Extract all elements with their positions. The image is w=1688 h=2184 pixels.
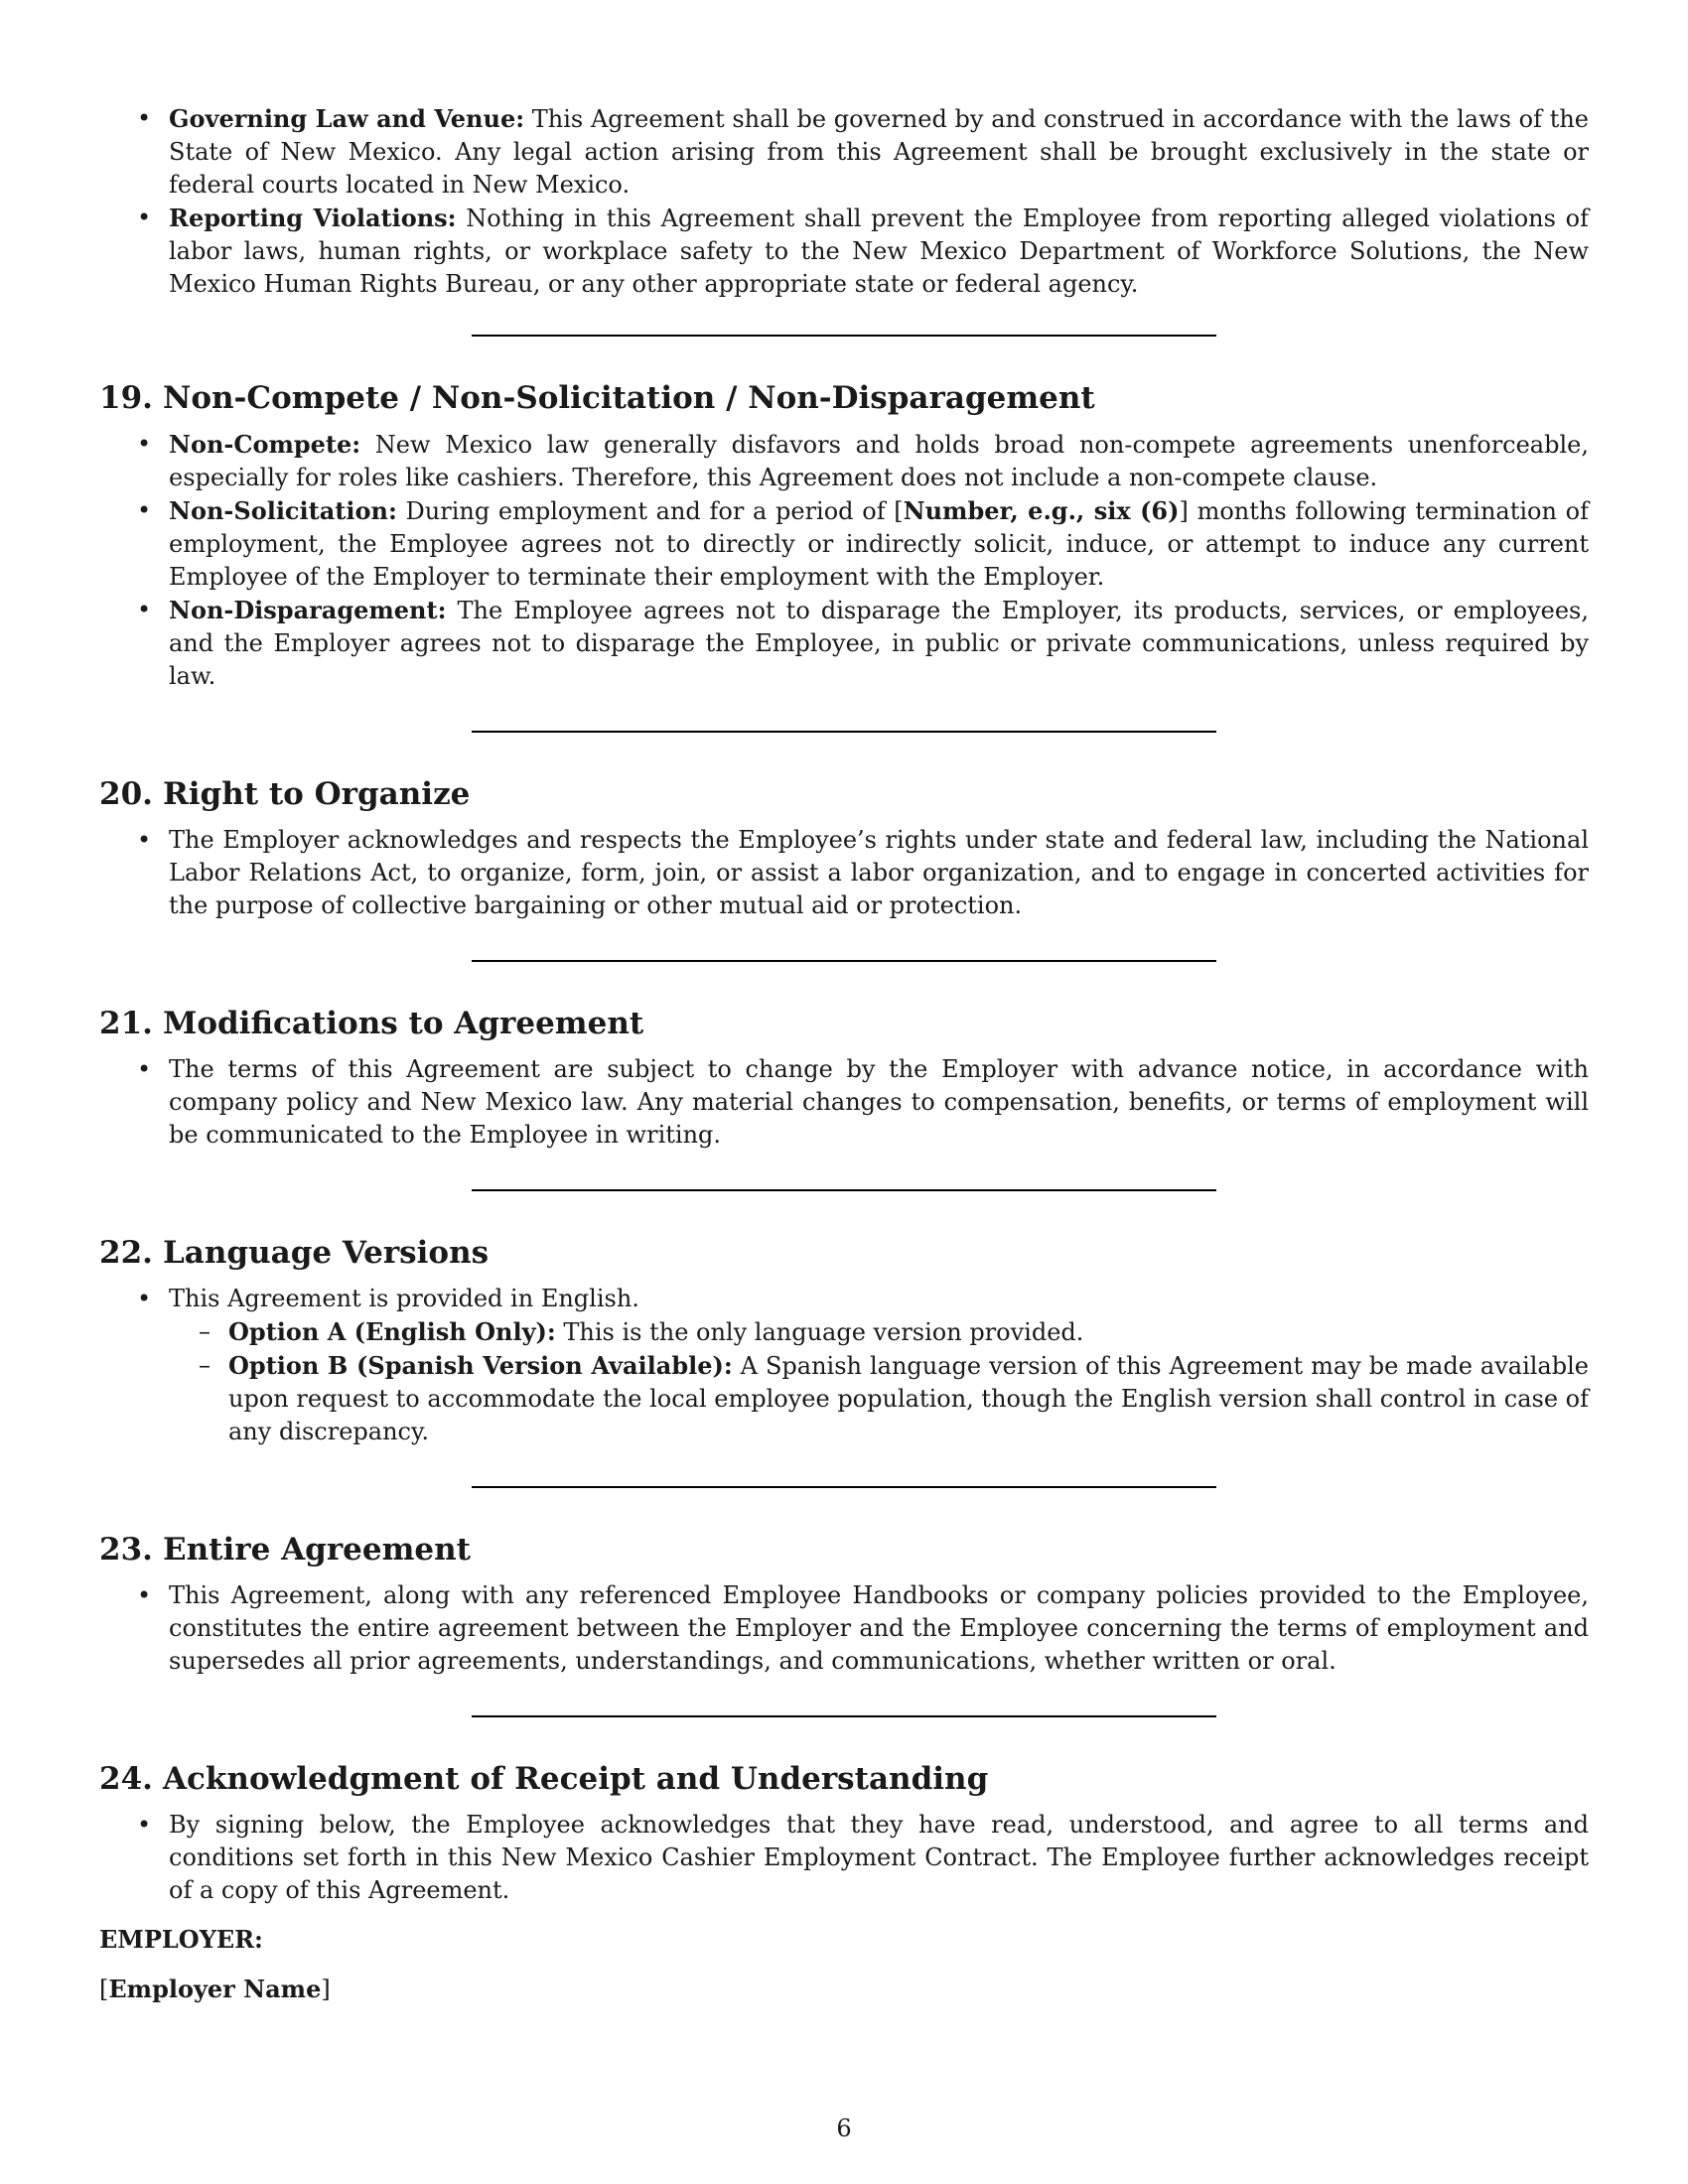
item-label: Reporting Violations: <box>169 204 457 232</box>
section-list <box>99 1053 1589 1152</box>
list-item: • Non-Compete: New Mexico law generally disfavors and holds broad non-compete agreements unenforceable, especially for roles like cashiers. Therefore, this Agreement does not include a non-compete clause. <box>99 428 1589 494</box>
section-divider <box>472 960 1216 962</box>
section-heading: 24. Acknowledgment of Receipt and Understanding <box>99 1761 989 1797</box>
section-heading: 21. Modifications to Agreement <box>99 1006 644 1041</box>
section-list <box>99 1579 1589 1678</box>
list-item: • Reporting Violations: Nothing in this Agreement shall prevent the Employee from reporting alleged violations of labor laws, human rights, or workplace safety to the New Mexico Department of Workforce Solutions, the New Mexico Human Rights Bureau, or any other appropriate state or federal agency. <box>99 202 1589 301</box>
section-divider <box>472 1486 1216 1488</box>
item-label: Governing Law and Venue: <box>169 104 525 133</box>
list-item: • This Agreement, along with any referenced Employee Handbooks or company policies provided to the Employee, constitutes the entire agreement between the Employer and the Employee concerning the terms of employment and supersedes all prior agreements, understandings, and communications, whether written or oral. <box>99 1579 1589 1678</box>
placeholder-text: Number, e.g., six (6) <box>903 496 1180 525</box>
option-list <box>169 1315 1589 1448</box>
option-label: Option B (Spanish Version Available): <box>228 1351 733 1380</box>
section-list <box>99 1283 1589 1448</box>
section-heading: 19. Non-Compete / Non-Solicitation / Non-Disparagement <box>99 380 1095 416</box>
section-list <box>99 824 1589 922</box>
section-heading: 22. Language Versions <box>99 1235 490 1271</box>
section-divider <box>472 731 1216 733</box>
item-label: Non-Solicitation: <box>169 496 397 525</box>
option-item: – Option A (English Only): This is the only language version provided. <box>169 1315 1589 1349</box>
section-list <box>99 428 1589 693</box>
list-item: • Governing Law and Venue: This Agreement shall be governed by and construed in accordance with the laws of the State of New Mexico. Any legal action arising from this Agreement shall be brought exclusively in the state or federal courts located in New Mexico. <box>99 102 1589 202</box>
option-item: – Option B (Spanish Version Available): A Spanish language version of this Agreement may be made available upon request to accommodate the local employee population, though the English version shall control in case of any discrepancy. <box>169 1349 1589 1448</box>
continued-list <box>99 102 1589 301</box>
section-divider <box>472 335 1216 337</box>
option-label: Option A (English Only): <box>228 1317 556 1346</box>
list-item: • Non-Solicitation: During employment and for a period of [Number, e.g., six (6)] months following termination of employment, the Employee agrees not to directly or indirectly solicit, induce, or attempt to induce any current Employee of the Employer to terminate their employment with the Employer. <box>99 494 1589 594</box>
list-item: • By signing below, the Employee acknowledges that they have read, understood, and agree to all terms and conditions set forth in this New Mexico Cashier Employment Contract. The Employee further acknowledges receipt of a copy of this Agreement. <box>99 1809 1589 1907</box>
item-label: Non-Compete: <box>169 430 361 459</box>
list-item: • The Employer acknowledges and respects the Employee’s rights under state and federal law, including the National Labor Relations Act, to organize, form, join, or assist a labor organization, and to engage in concerted activities for the purpose of collective bargaining or other mutual aid or protection. <box>99 824 1589 922</box>
section-divider <box>472 1715 1216 1717</box>
employer-name-placeholder: [Employer Name] <box>99 1975 331 2003</box>
employer-label: EMPLOYER: <box>99 1925 263 1954</box>
document-page <box>99 99 1589 2006</box>
list-item: • Non-Disparagement: The Employee agrees not to disparage the Employer, its products, services, or employees, and the Employer agrees not to disparage the Employee, in public or private communications, unless required by law. <box>99 594 1589 693</box>
list-item: • The terms of this Agreement are subject to change by the Employer with advance notice, in accordance with company policy and New Mexico law. Any material changes to compensation, benefits, or terms of employment will be communicated to the Employee in writing. <box>99 1053 1589 1152</box>
section-list <box>99 1809 1589 1907</box>
section-divider <box>472 1189 1216 1191</box>
page-number: 6 <box>836 2115 852 2142</box>
section-heading: 23. Entire Agreement <box>99 1532 471 1568</box>
list-item: • This Agreement is provided in English. – Option A (English Only): This is the only language version provided. – Option B (Spanish Version Available): A Spanish language version of this Agreement may be made available upon request to accommodate the local employee population, though the English version shall control in case of any discrepancy. <box>99 1283 1589 1448</box>
section-heading: 20. Right to Organize <box>99 776 471 812</box>
item-label: Non-Disparagement: <box>169 596 447 624</box>
